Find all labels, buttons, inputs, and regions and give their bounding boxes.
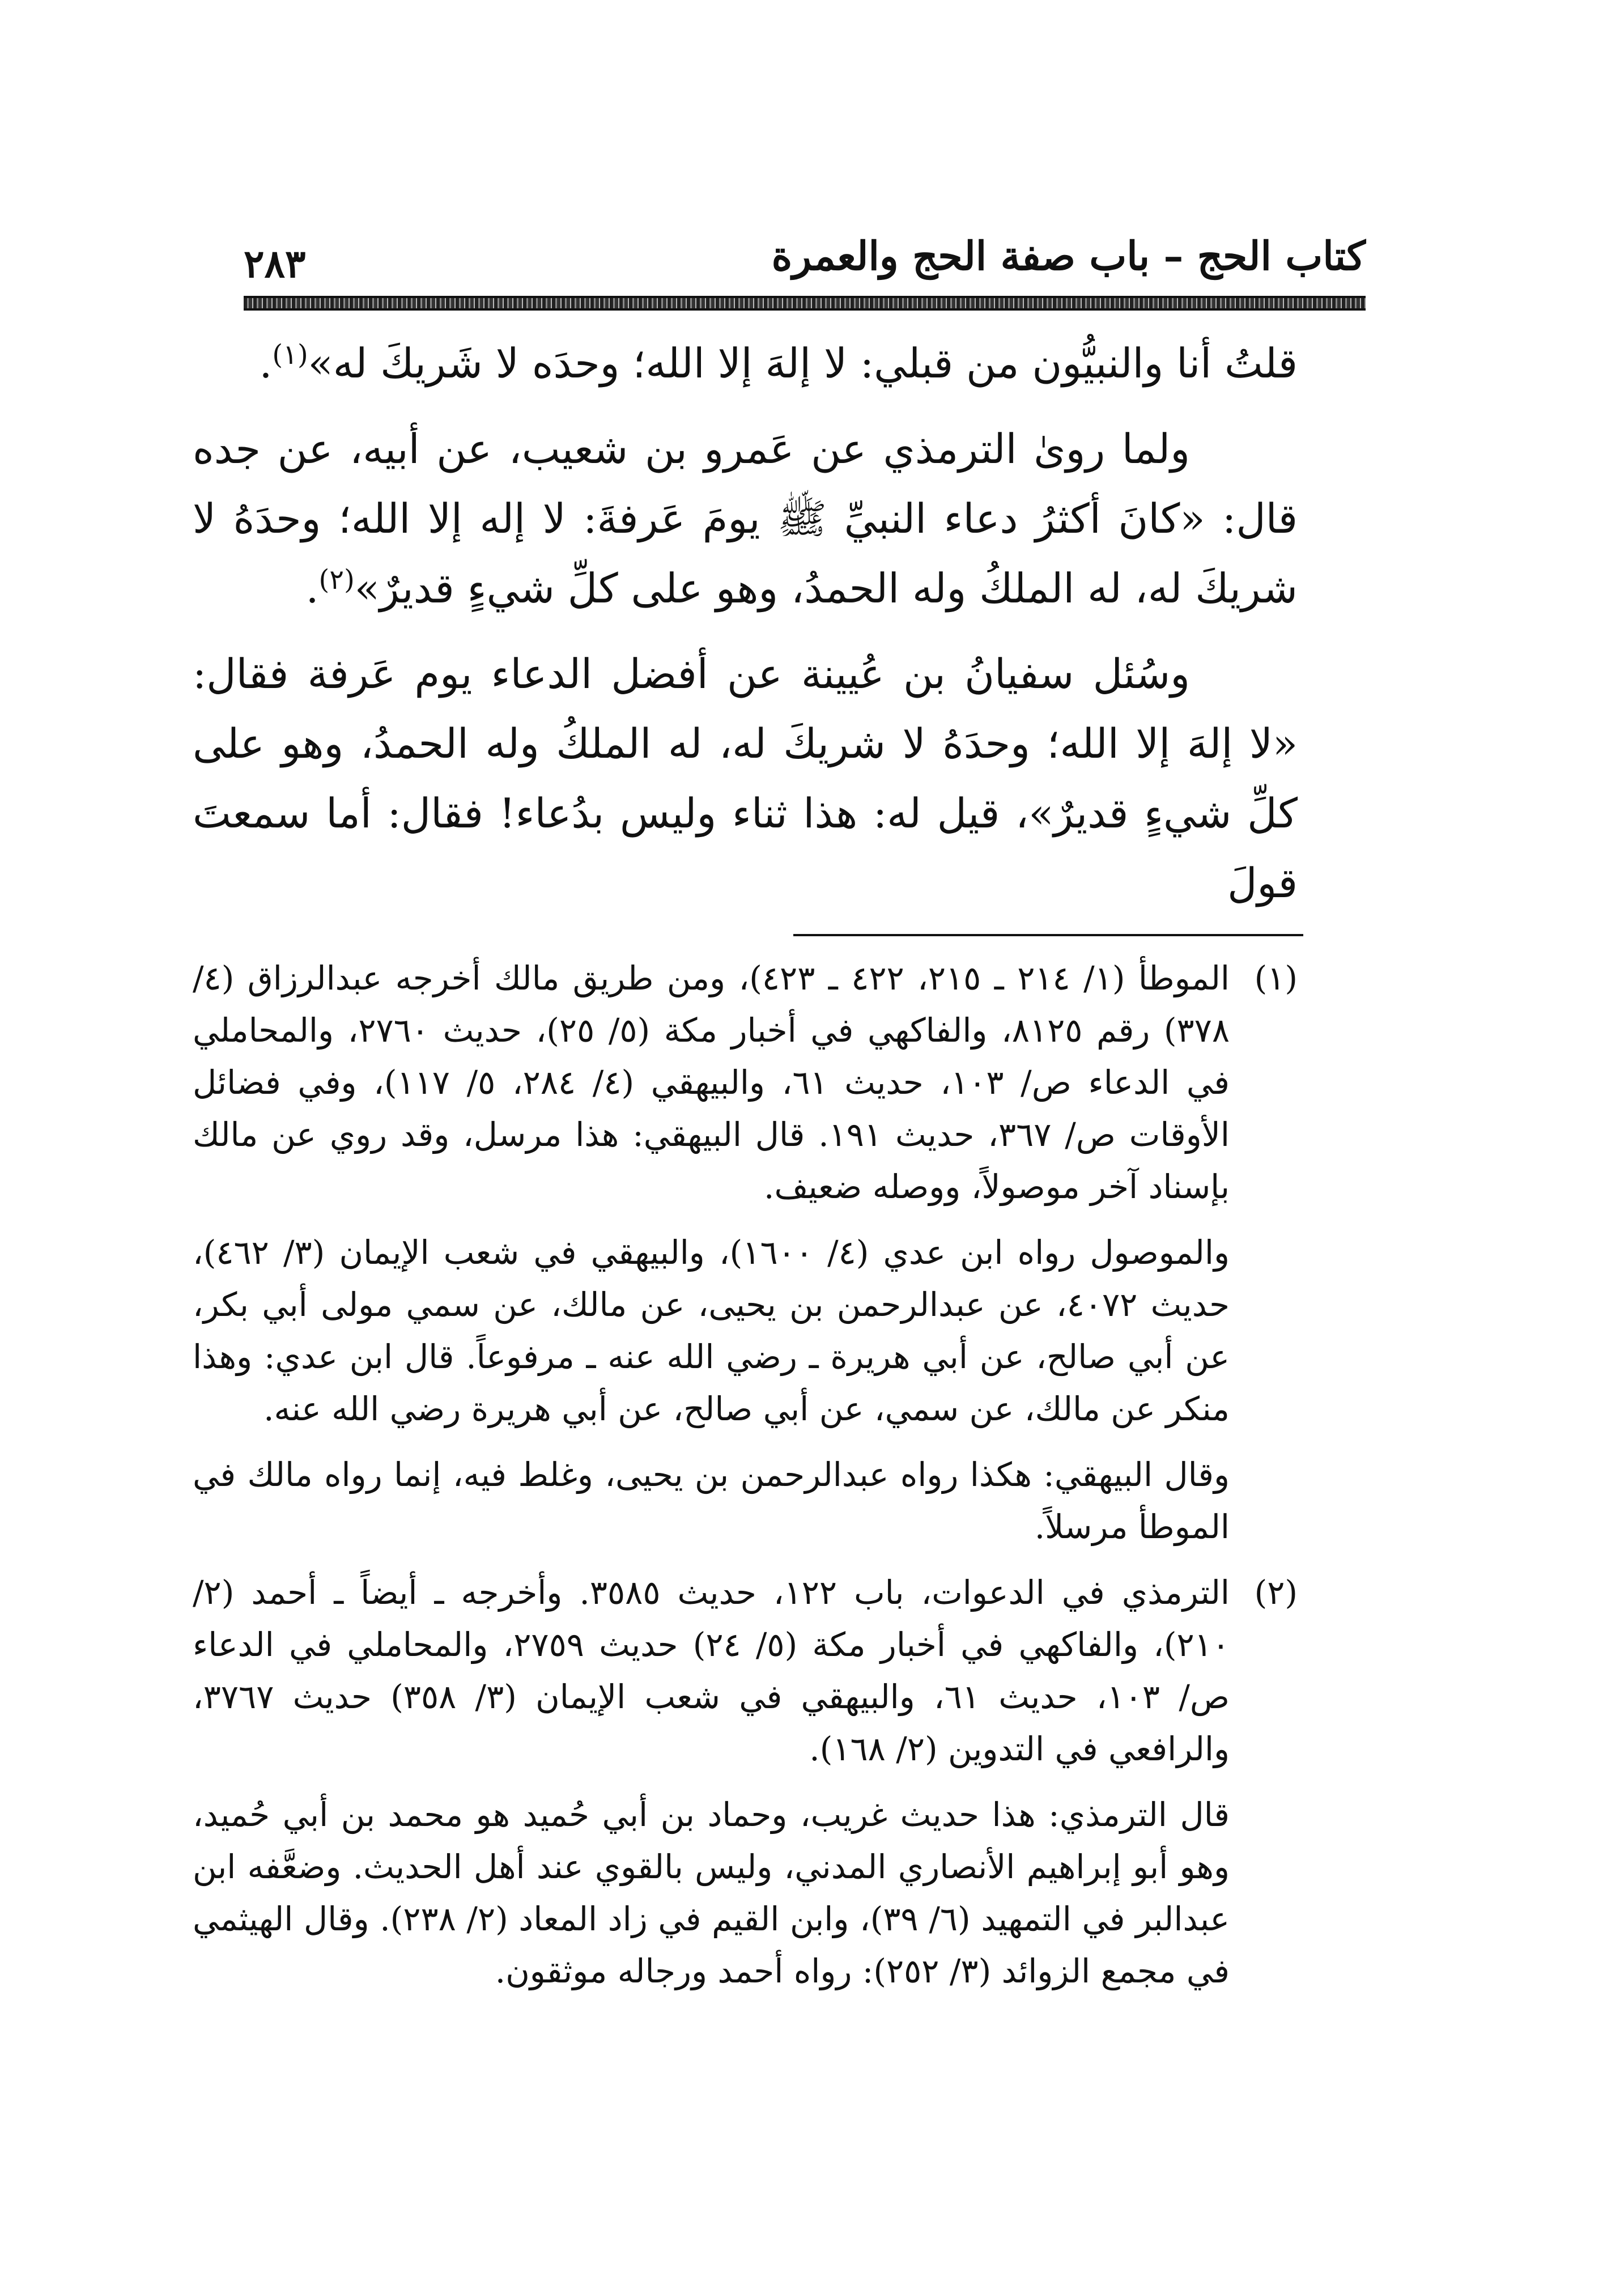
paragraph-1-end: . <box>259 339 273 387</box>
paragraph-1 <box>193 329 1298 398</box>
running-title: كتاب الحج – باب صفة الحج والعمرة <box>771 232 1366 279</box>
footnote-ref-1: (١) <box>272 339 308 371</box>
footnote-number: (١) <box>1254 959 1298 997</box>
paragraph-3-text: وسُئل سفيانُ بن عُيينة عن أفضل الدعاء يوم عَرفة فقال: «لا إلهَ إلا الله؛ وحدَهُ لا شريكَ له، له الملكُ وله الحمدُ، وهو على كلِّ شيءٍ قديرٌ»، قيل له: هذا ثناء وليس بدُعاء! فقال: أما سمعتَ قولَ <box>193 650 1298 907</box>
header-rule <box>244 296 1366 311</box>
page-header <box>244 221 1366 306</box>
paragraph-2-end: . <box>305 564 319 612</box>
paragraph-2 <box>193 414 1298 623</box>
paragraph-2-text: ولما روىٰ الترمذي عن عَمرو بن شعيب، عن أبيه، عن جده قال: «كانَ أكثرُ دعاء النبيِّ ﷺ يومَ عَرفةَ: لا إله إلا الله؛ وحدَهُ لا شريكَ له، له الملكُ وله الحمدُ، وهو على كلِّ شيءٍ قديرٌ» <box>193 425 1298 612</box>
paragraph-1-text: قلتُ أنا والنبيُّون من قبلي: لا إلهَ إلا الله؛ وحدَه لا شَريكَ له» <box>308 339 1298 387</box>
paragraph-3 <box>193 639 1298 918</box>
footnote-paragraph: قال الترمذي: هذا حديث غريب، وحماد بن أبي حُميد هو محمد بن أبي حُميد، وهو أبو إبراهيم الأنصاري المدني، وليس بالقوي عند أهل الحديث. وضعَّفه ابن عبدالبر في التمهيد (٦/ ٣٩)، وابن القيم في زاد المعاد (٢/ ٢٣٨). وقال الهيثمي في مجمع الزوائد (٣/ ٢٥٢): رواه أحمد ورجاله موثقون. <box>193 1795 1230 1990</box>
page-number: ٢٨٣ <box>244 241 306 287</box>
footnote-paragraph: الترمذي في الدعوات، باب ١٢٢، حديث ٣٥٨٥. وأخرجه ـ أيضاً ـ أحمد (٢/ ٢١٠)، والفاكهي في أخبار مكة (٥/ ٢٤) حديث ٢٧٥٩، والمحاملي في الدعاء ص/ ١٠٣، حديث ٦١، والبيهقي في شعب الإيمان (٣/ ٣٥٨) حديث ٣٧٦٧، والرافعي في التدوين (٢/ ١٦٨). <box>193 1573 1230 1768</box>
main-text <box>193 329 1298 934</box>
footnote-number: (٢) <box>1254 1573 1298 1612</box>
footnote-paragraph: والموصول رواه ابن عدي (٤/ ١٦٠٠)، والبيهقي في شعب الإيمان (٣/ ٤٦٢)، حديث ٤٠٧٢، عن عبدالرحمن بن يحيى، عن مالك، عن سمي مولى أبي بكر، عن أبي صالح، عن أبي هريرة ـ رضي الله عنه ـ مرفوعاً. قال ابن عدي: وهذا منكر عن مالك، عن سمي، عن أبي صالح، عن أبي هريرة رضي الله عنه. <box>193 1233 1230 1428</box>
footnote-ref-2: (٢) <box>318 564 355 596</box>
footnote-1 <box>193 952 1298 1553</box>
footnote-paragraph: وقال البيهقي: هكذا رواه عبدالرحمن بن يحيى، وغلط فيه، إنما رواه مالك في الموطأ مرسلاً. <box>193 1455 1230 1546</box>
footnote-2 <box>193 1566 1298 1997</box>
footnote-separator <box>793 934 1303 936</box>
footnote-paragraph: الموطأ (١/ ٢١٤ ـ ٢١٥، ٤٢٢ ـ ٤٢٣)، ومن طريق مالك أخرجه عبدالرزاق (٤/ ٣٧٨) رقم ٨١٢٥، والفاكهي في أخبار مكة (٥/ ٢٥)، حديث ٢٧٦٠، والمحاملي في الدعاء ص/ ١٠٣، حديث ٦١، والبيهقي (٤/ ٢٨٤، ٥/ ١١٧)، وفي فضائل الأوقات ص/ ٣٦٧، حديث ١٩١. قال البيهقي: هذا مرسل، وقد روي عن مالك بإسناد آخر موصولاً، ووصله ضعيف. <box>193 959 1230 1206</box>
footnotes <box>193 952 1298 2011</box>
